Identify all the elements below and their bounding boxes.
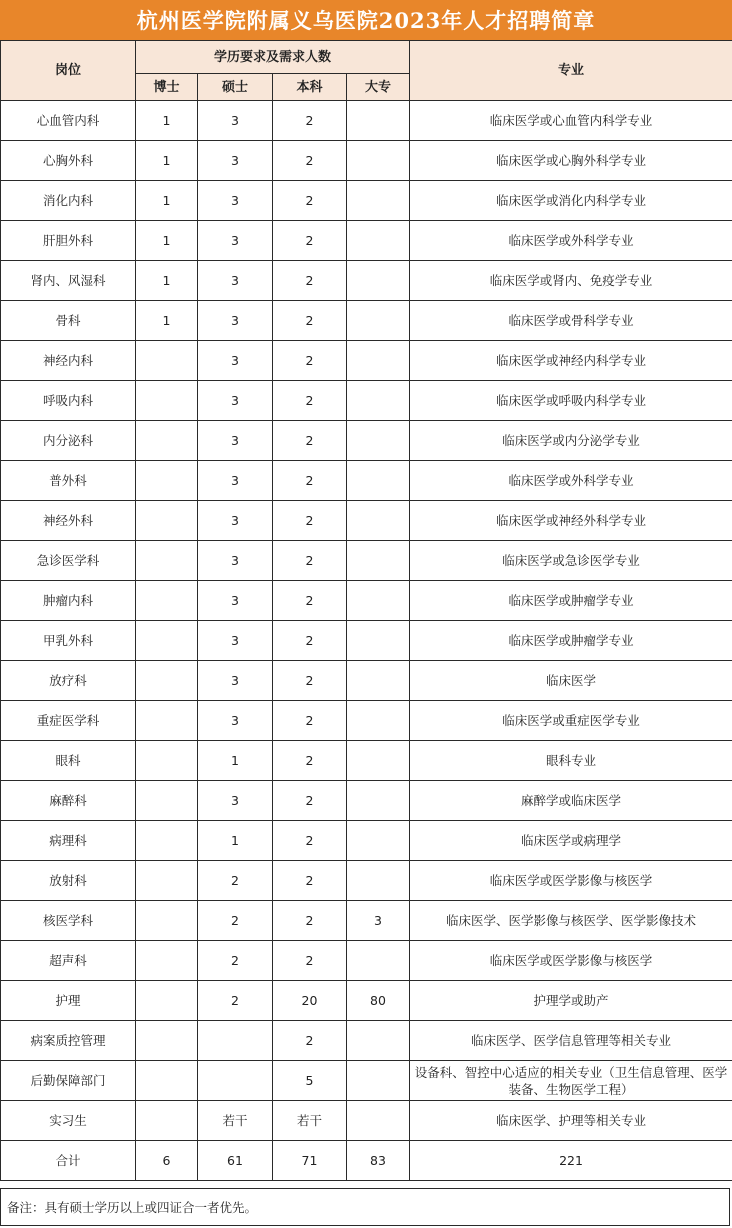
major-cell: 护理学或助产	[410, 981, 732, 1021]
master-cell	[198, 1021, 273, 1061]
college-cell	[347, 381, 410, 421]
master-cell: 3	[198, 261, 273, 301]
bachelor-header: 本科	[273, 74, 347, 101]
position-cell: 急诊医学科	[1, 541, 136, 581]
position-cell: 骨科	[1, 301, 136, 341]
master-cell: 3	[198, 501, 273, 541]
phd-cell: 1	[136, 301, 198, 341]
master-cell: 3	[198, 701, 273, 741]
bachelor-cell: 2	[273, 141, 347, 181]
master-cell: 3	[198, 301, 273, 341]
table-row	[1, 821, 732, 861]
position-cell: 肝胆外科	[1, 221, 136, 261]
master-cell: 3	[198, 341, 273, 381]
bachelor-cell: 2	[273, 181, 347, 221]
phd-cell	[136, 581, 198, 621]
position-cell: 麻醉科	[1, 781, 136, 821]
major-cell: 临床医学或心血管内科学专业	[410, 101, 732, 141]
phd-cell	[136, 901, 198, 941]
college-cell	[347, 421, 410, 461]
major-cell: 麻醉学或临床医学	[410, 781, 732, 821]
master-cell: 2	[198, 941, 273, 981]
total-college: 83	[347, 1141, 410, 1181]
position-cell: 实习生	[1, 1101, 136, 1141]
major-cell: 设备科、智控中心适应的相关专业（卫生信息管理、医学装备、生物医学工程）	[410, 1061, 732, 1101]
college-cell	[347, 301, 410, 341]
phd-cell	[136, 701, 198, 741]
major-cell: 临床医学或病理学	[410, 821, 732, 861]
bachelor-cell: 2	[273, 741, 347, 781]
major-cell: 临床医学或医学影像与核医学	[410, 941, 732, 981]
master-cell: 3	[198, 621, 273, 661]
phd-cell: 1	[136, 181, 198, 221]
position-cell: 心血管内科	[1, 101, 136, 141]
major-cell: 临床医学或外科学专业	[410, 221, 732, 261]
phd-cell	[136, 661, 198, 701]
table-row	[1, 861, 732, 901]
position-cell: 肾内、风湿科	[1, 261, 136, 301]
major-cell: 临床医学或神经内科学专业	[410, 341, 732, 381]
major-cell: 眼科专业	[410, 741, 732, 781]
position-header: 岗位	[1, 41, 136, 101]
table-row	[1, 381, 732, 421]
table-row	[1, 341, 732, 381]
bachelor-cell: 20	[273, 981, 347, 1021]
table-row	[1, 621, 732, 661]
major-cell: 临床医学或内分泌学专业	[410, 421, 732, 461]
bachelor-cell: 2	[273, 541, 347, 581]
college-cell	[347, 741, 410, 781]
major-cell: 临床医学或肾内、免疫学专业	[410, 261, 732, 301]
college-cell	[347, 701, 410, 741]
bachelor-cell: 2	[273, 501, 347, 541]
major-cell: 临床医学或重症医学专业	[410, 701, 732, 741]
table-row	[1, 781, 732, 821]
master-cell: 3	[198, 461, 273, 501]
major-cell: 临床医学或医学影像与核医学	[410, 861, 732, 901]
major-cell: 临床医学或骨科学专业	[410, 301, 732, 341]
position-cell: 眼科	[1, 741, 136, 781]
phd-cell: 1	[136, 261, 198, 301]
bachelor-cell: 2	[273, 941, 347, 981]
college-cell	[347, 621, 410, 661]
table-row	[1, 421, 732, 461]
position-cell: 神经外科	[1, 501, 136, 541]
bachelor-cell: 2	[273, 101, 347, 141]
bachelor-cell: 2	[273, 861, 347, 901]
major-cell: 临床医学或肿瘤学专业	[410, 581, 732, 621]
position-cell: 超声科	[1, 941, 136, 981]
phd-cell	[136, 1101, 198, 1141]
table-row	[1, 501, 732, 541]
phd-cell	[136, 821, 198, 861]
bachelor-cell: 2	[273, 901, 347, 941]
total-major: 221	[410, 1141, 732, 1181]
major-cell: 临床医学、医学影像与核医学、医学影像技术	[410, 901, 732, 941]
major-cell: 临床医学或心胸外科学专业	[410, 141, 732, 181]
total-phd: 6	[136, 1141, 198, 1181]
phd-cell	[136, 1021, 198, 1061]
college-cell	[347, 221, 410, 261]
bachelor-cell: 2	[273, 581, 347, 621]
table-row	[1, 541, 732, 581]
bachelor-cell: 2	[273, 341, 347, 381]
bachelor-cell: 2	[273, 421, 347, 461]
college-cell	[347, 261, 410, 301]
master-cell: 2	[198, 981, 273, 1021]
college-cell	[347, 581, 410, 621]
major-cell: 临床医学或呼吸内科学专业	[410, 381, 732, 421]
position-cell: 核医学科	[1, 901, 136, 941]
table-row	[1, 661, 732, 701]
total-row	[1, 1141, 732, 1181]
college-cell: 80	[347, 981, 410, 1021]
master-cell: 1	[198, 821, 273, 861]
bachelor-cell: 2	[273, 301, 347, 341]
position-cell: 甲乳外科	[1, 621, 136, 661]
bachelor-cell: 2	[273, 701, 347, 741]
bachelor-cell: 2	[273, 661, 347, 701]
bachelor-cell: 若干	[273, 1101, 347, 1141]
college-cell	[347, 941, 410, 981]
table-row	[1, 581, 732, 621]
education-group-header: 学历要求及需求人数	[136, 41, 410, 74]
major-cell: 临床医学、护理等相关专业	[410, 1101, 732, 1141]
bachelor-cell: 2	[273, 821, 347, 861]
position-cell: 呼吸内科	[1, 381, 136, 421]
major-cell: 临床医学或急诊医学专业	[410, 541, 732, 581]
college-cell	[347, 1101, 410, 1141]
position-cell: 后勤保障部门	[1, 1061, 136, 1101]
major-cell: 临床医学或肿瘤学专业	[410, 621, 732, 661]
master-cell: 3	[198, 581, 273, 621]
phd-cell	[136, 501, 198, 541]
table-row	[1, 941, 732, 981]
table-row	[1, 701, 732, 741]
master-cell: 3	[198, 221, 273, 261]
table-row	[1, 1021, 732, 1061]
master-cell: 3	[198, 421, 273, 461]
phd-cell: 1	[136, 101, 198, 141]
table-body	[1, 101, 732, 1141]
master-cell: 2	[198, 901, 273, 941]
master-cell: 3	[198, 381, 273, 421]
position-cell: 内分泌科	[1, 421, 136, 461]
college-cell	[347, 861, 410, 901]
college-cell	[347, 781, 410, 821]
college-header: 大专	[347, 74, 410, 101]
master-cell: 3	[198, 781, 273, 821]
position-cell: 病理科	[1, 821, 136, 861]
college-cell	[347, 1021, 410, 1061]
college-cell	[347, 101, 410, 141]
bachelor-cell: 2	[273, 261, 347, 301]
table-row	[1, 181, 732, 221]
page-title: 杭州医学院附属义乌医院2023年人才招聘简章	[0, 0, 732, 40]
college-cell	[347, 141, 410, 181]
position-cell: 神经内科	[1, 341, 136, 381]
major-cell: 临床医学或神经外科学专业	[410, 501, 732, 541]
phd-cell	[136, 1061, 198, 1101]
master-cell: 3	[198, 141, 273, 181]
table-row	[1, 101, 732, 141]
major-cell: 临床医学或消化内科学专业	[410, 181, 732, 221]
phd-header: 博士	[136, 74, 198, 101]
master-cell: 3	[198, 181, 273, 221]
position-cell: 护理	[1, 981, 136, 1021]
footnote: 备注：具有硕士学历以上或四证合一者优先。	[0, 1188, 730, 1226]
phd-cell	[136, 541, 198, 581]
master-cell: 2	[198, 861, 273, 901]
position-cell: 放疗科	[1, 661, 136, 701]
total-bachelor: 71	[273, 1141, 347, 1181]
position-cell: 重症医学科	[1, 701, 136, 741]
bachelor-cell: 5	[273, 1061, 347, 1101]
master-header: 硕士	[198, 74, 273, 101]
position-cell: 普外科	[1, 461, 136, 501]
phd-cell	[136, 341, 198, 381]
college-cell	[347, 541, 410, 581]
phd-cell	[136, 621, 198, 661]
table-row	[1, 981, 732, 1021]
college-cell	[347, 1061, 410, 1101]
college-cell	[347, 341, 410, 381]
table-row	[1, 221, 732, 261]
master-cell: 若干	[198, 1101, 273, 1141]
table-row	[1, 261, 732, 301]
bachelor-cell: 2	[273, 621, 347, 661]
college-cell	[347, 181, 410, 221]
master-cell: 3	[198, 101, 273, 141]
recruitment-table	[0, 40, 732, 1181]
major-header: 专业	[410, 41, 732, 101]
college-cell	[347, 501, 410, 541]
table-row	[1, 901, 732, 941]
major-cell: 临床医学	[410, 661, 732, 701]
phd-cell	[136, 381, 198, 421]
major-cell: 临床医学或外科学专业	[410, 461, 732, 501]
phd-cell	[136, 461, 198, 501]
table-row	[1, 1101, 732, 1141]
master-cell: 3	[198, 661, 273, 701]
position-cell: 肿瘤内科	[1, 581, 136, 621]
master-cell: 3	[198, 541, 273, 581]
college-cell	[347, 821, 410, 861]
table-row	[1, 1061, 732, 1101]
phd-cell	[136, 941, 198, 981]
bachelor-cell: 2	[273, 221, 347, 261]
total-master: 61	[198, 1141, 273, 1181]
position-cell: 放射科	[1, 861, 136, 901]
phd-cell	[136, 421, 198, 461]
position-cell: 病案质控管理	[1, 1021, 136, 1061]
college-cell: 3	[347, 901, 410, 941]
bachelor-cell: 2	[273, 461, 347, 501]
bachelor-cell: 2	[273, 781, 347, 821]
bachelor-cell: 2	[273, 381, 347, 421]
table-row	[1, 301, 732, 341]
phd-cell: 1	[136, 141, 198, 181]
college-cell	[347, 661, 410, 701]
phd-cell	[136, 781, 198, 821]
phd-cell	[136, 861, 198, 901]
phd-cell	[136, 741, 198, 781]
table-row	[1, 461, 732, 501]
bachelor-cell: 2	[273, 1021, 347, 1061]
position-cell: 心胸外科	[1, 141, 136, 181]
phd-cell: 1	[136, 221, 198, 261]
phd-cell	[136, 981, 198, 1021]
position-cell: 消化内科	[1, 181, 136, 221]
table-row	[1, 141, 732, 181]
major-cell: 临床医学、医学信息管理等相关专业	[410, 1021, 732, 1061]
master-cell: 1	[198, 741, 273, 781]
table-row	[1, 741, 732, 781]
college-cell	[347, 461, 410, 501]
total-label: 合计	[1, 1141, 136, 1181]
master-cell	[198, 1061, 273, 1101]
